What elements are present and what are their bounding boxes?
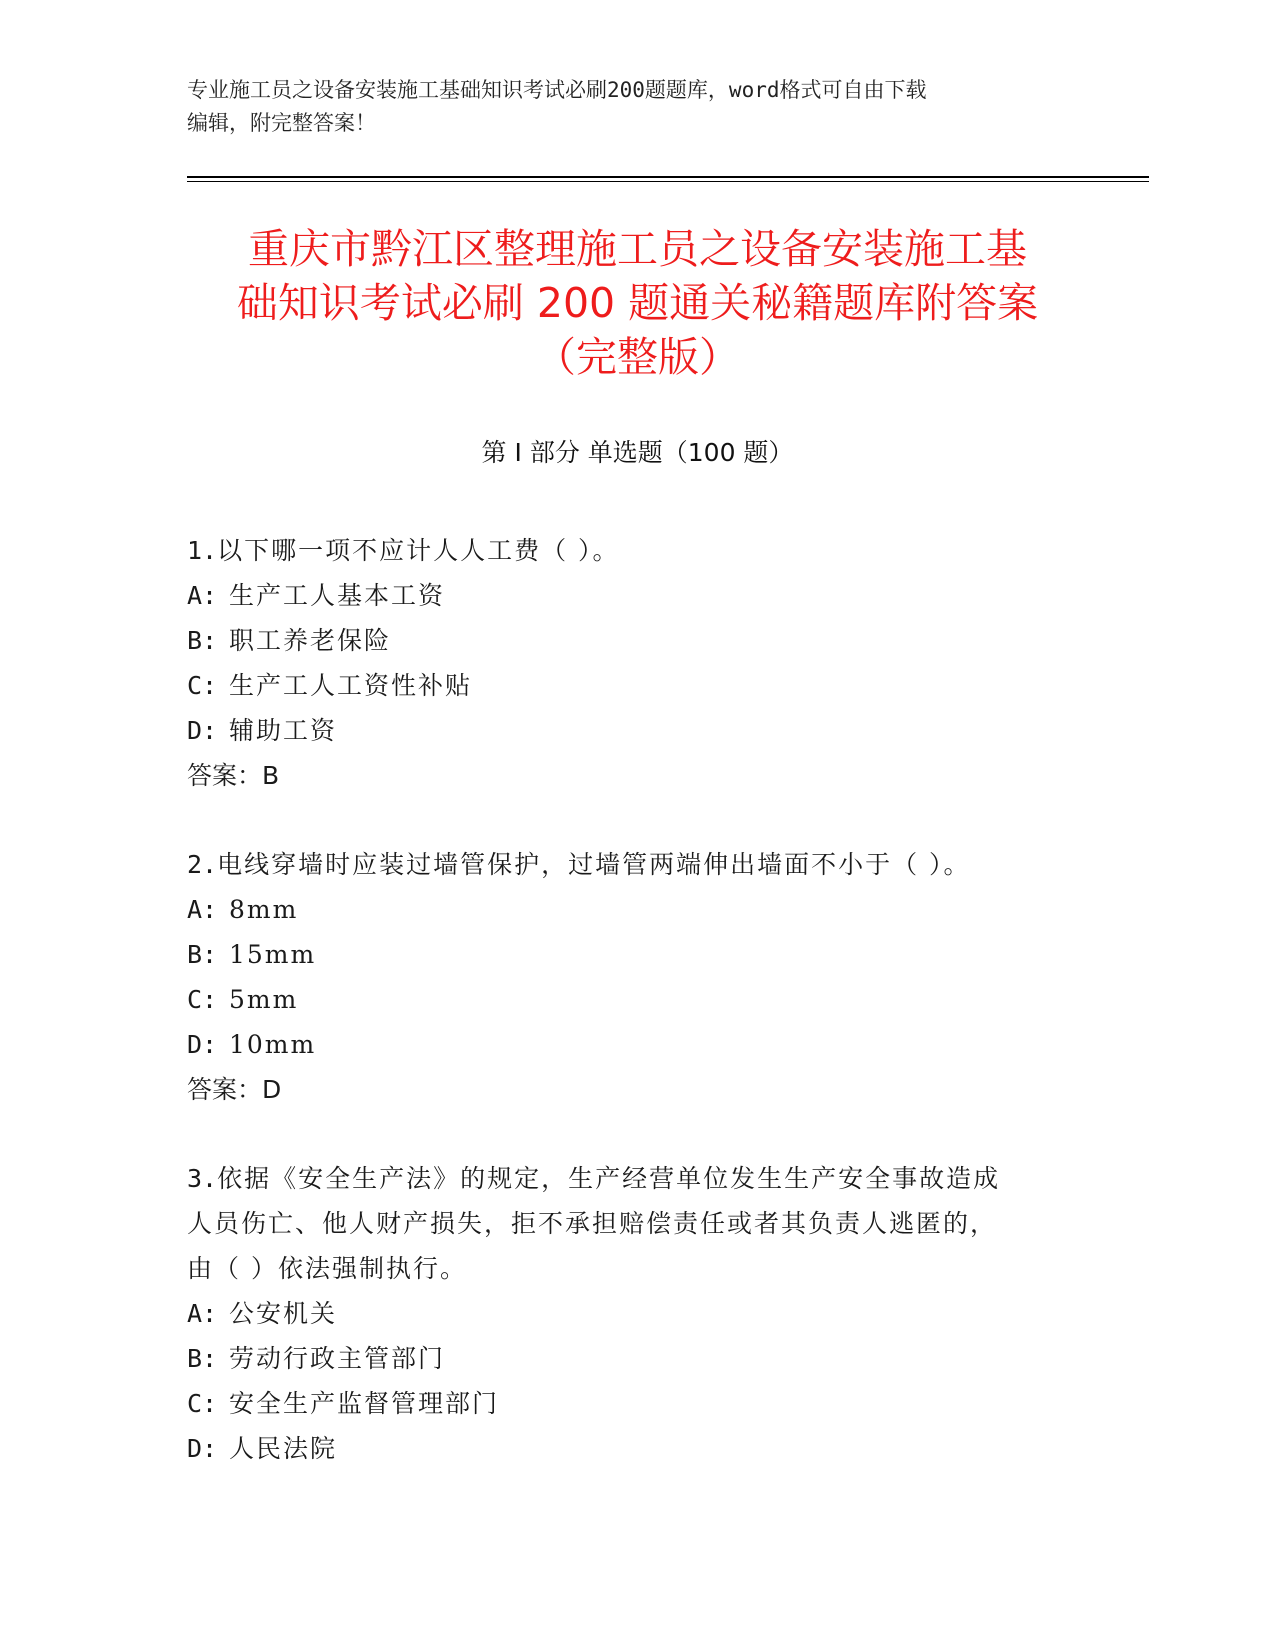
option-letter: D: bbox=[187, 716, 218, 745]
question-2 bbox=[187, 842, 1087, 1112]
document-title-line-1: 重庆市黔江区整理施工员之设备安装施工基 bbox=[248, 225, 1027, 273]
option-text: 5mm bbox=[229, 985, 299, 1014]
option-b bbox=[187, 1336, 1087, 1381]
option-text: 公安机关 bbox=[229, 1299, 338, 1328]
question-number: 3. bbox=[187, 1164, 218, 1193]
question-stem-line: 人员伤亡、他人财产损失，拒不承担赔偿责任或者其负责人逃匿的， bbox=[187, 1209, 998, 1238]
option-letter: A: bbox=[187, 1299, 218, 1328]
option-letter: B: bbox=[187, 626, 218, 655]
option-letter: A: bbox=[187, 581, 218, 610]
option-b bbox=[187, 618, 1087, 663]
header-rule-thick bbox=[187, 176, 1149, 178]
option-letter: A: bbox=[187, 895, 218, 924]
option-text: 人民法院 bbox=[229, 1434, 338, 1463]
question-1 bbox=[187, 528, 1087, 798]
option-letter: C: bbox=[187, 1389, 218, 1418]
header-note bbox=[187, 74, 1087, 140]
question-number: 1. bbox=[187, 536, 218, 565]
question-stem-line bbox=[187, 528, 1087, 573]
document-title bbox=[170, 222, 1105, 384]
question-stem-text: 以下哪一项不应计人人工费（ ）。 bbox=[217, 536, 620, 565]
option-text: 8mm bbox=[229, 895, 299, 924]
header-rule-thin bbox=[187, 181, 1149, 182]
option-text: 辅助工资 bbox=[229, 716, 338, 745]
option-letter: C: bbox=[187, 671, 218, 700]
question-stem-text: 电线穿墙时应装过墙管保护，过墙管两端伸出墙面不小于（ ）。 bbox=[217, 850, 971, 879]
header-note-line-1: 专业施工员之设备安装施工基础知识考试必刷200题题库，word格式可自由下载 bbox=[187, 78, 927, 102]
option-text: 生产工人基本工资 bbox=[229, 581, 446, 610]
option-text: 10mm bbox=[229, 1030, 317, 1059]
option-text: 劳动行政主管部门 bbox=[229, 1344, 446, 1373]
option-letter: B: bbox=[187, 1344, 218, 1373]
option-letter: B: bbox=[187, 940, 218, 969]
answer-line: 答案：D bbox=[187, 1075, 282, 1104]
option-c bbox=[187, 663, 1087, 708]
option-a bbox=[187, 1291, 1087, 1336]
question-stem-line: 由（ ）依法强制执行。 bbox=[187, 1254, 467, 1283]
question-3 bbox=[187, 1156, 1087, 1471]
section-title: 第 I 部分 单选题（100 题） bbox=[481, 438, 794, 467]
answer-line: 答案：B bbox=[187, 761, 280, 790]
option-d bbox=[187, 1426, 1087, 1471]
question-stem-text: 依据《安全生产法》的规定，生产经营单位发生生产安全事故造成 bbox=[217, 1164, 1001, 1193]
header-note-line-2: 编辑，附完整答案！ bbox=[187, 111, 376, 135]
option-text: 15mm bbox=[229, 940, 317, 969]
option-letter: D: bbox=[187, 1434, 218, 1463]
option-d bbox=[187, 708, 1087, 753]
option-letter: D: bbox=[187, 1030, 218, 1059]
question-stem-line bbox=[187, 1156, 1087, 1201]
question-number: 2. bbox=[187, 850, 218, 879]
option-text: 安全生产监督管理部门 bbox=[229, 1389, 500, 1418]
question-list bbox=[187, 528, 1087, 1515]
option-text: 生产工人工资性补贴 bbox=[229, 671, 473, 700]
option-text: 职工养老保险 bbox=[229, 626, 392, 655]
option-b bbox=[187, 932, 1087, 977]
document-title-line-2: 础知识考试必刷 200 题通关秘籍题库附答案 bbox=[236, 279, 1039, 327]
option-c bbox=[187, 977, 1087, 1022]
option-d bbox=[187, 1022, 1087, 1067]
option-c bbox=[187, 1381, 1087, 1426]
question-stem-line bbox=[187, 842, 1087, 887]
option-letter: C: bbox=[187, 985, 218, 1014]
option-a bbox=[187, 887, 1087, 932]
option-a bbox=[187, 573, 1087, 618]
document-title-line-3: （完整版） bbox=[535, 333, 740, 381]
